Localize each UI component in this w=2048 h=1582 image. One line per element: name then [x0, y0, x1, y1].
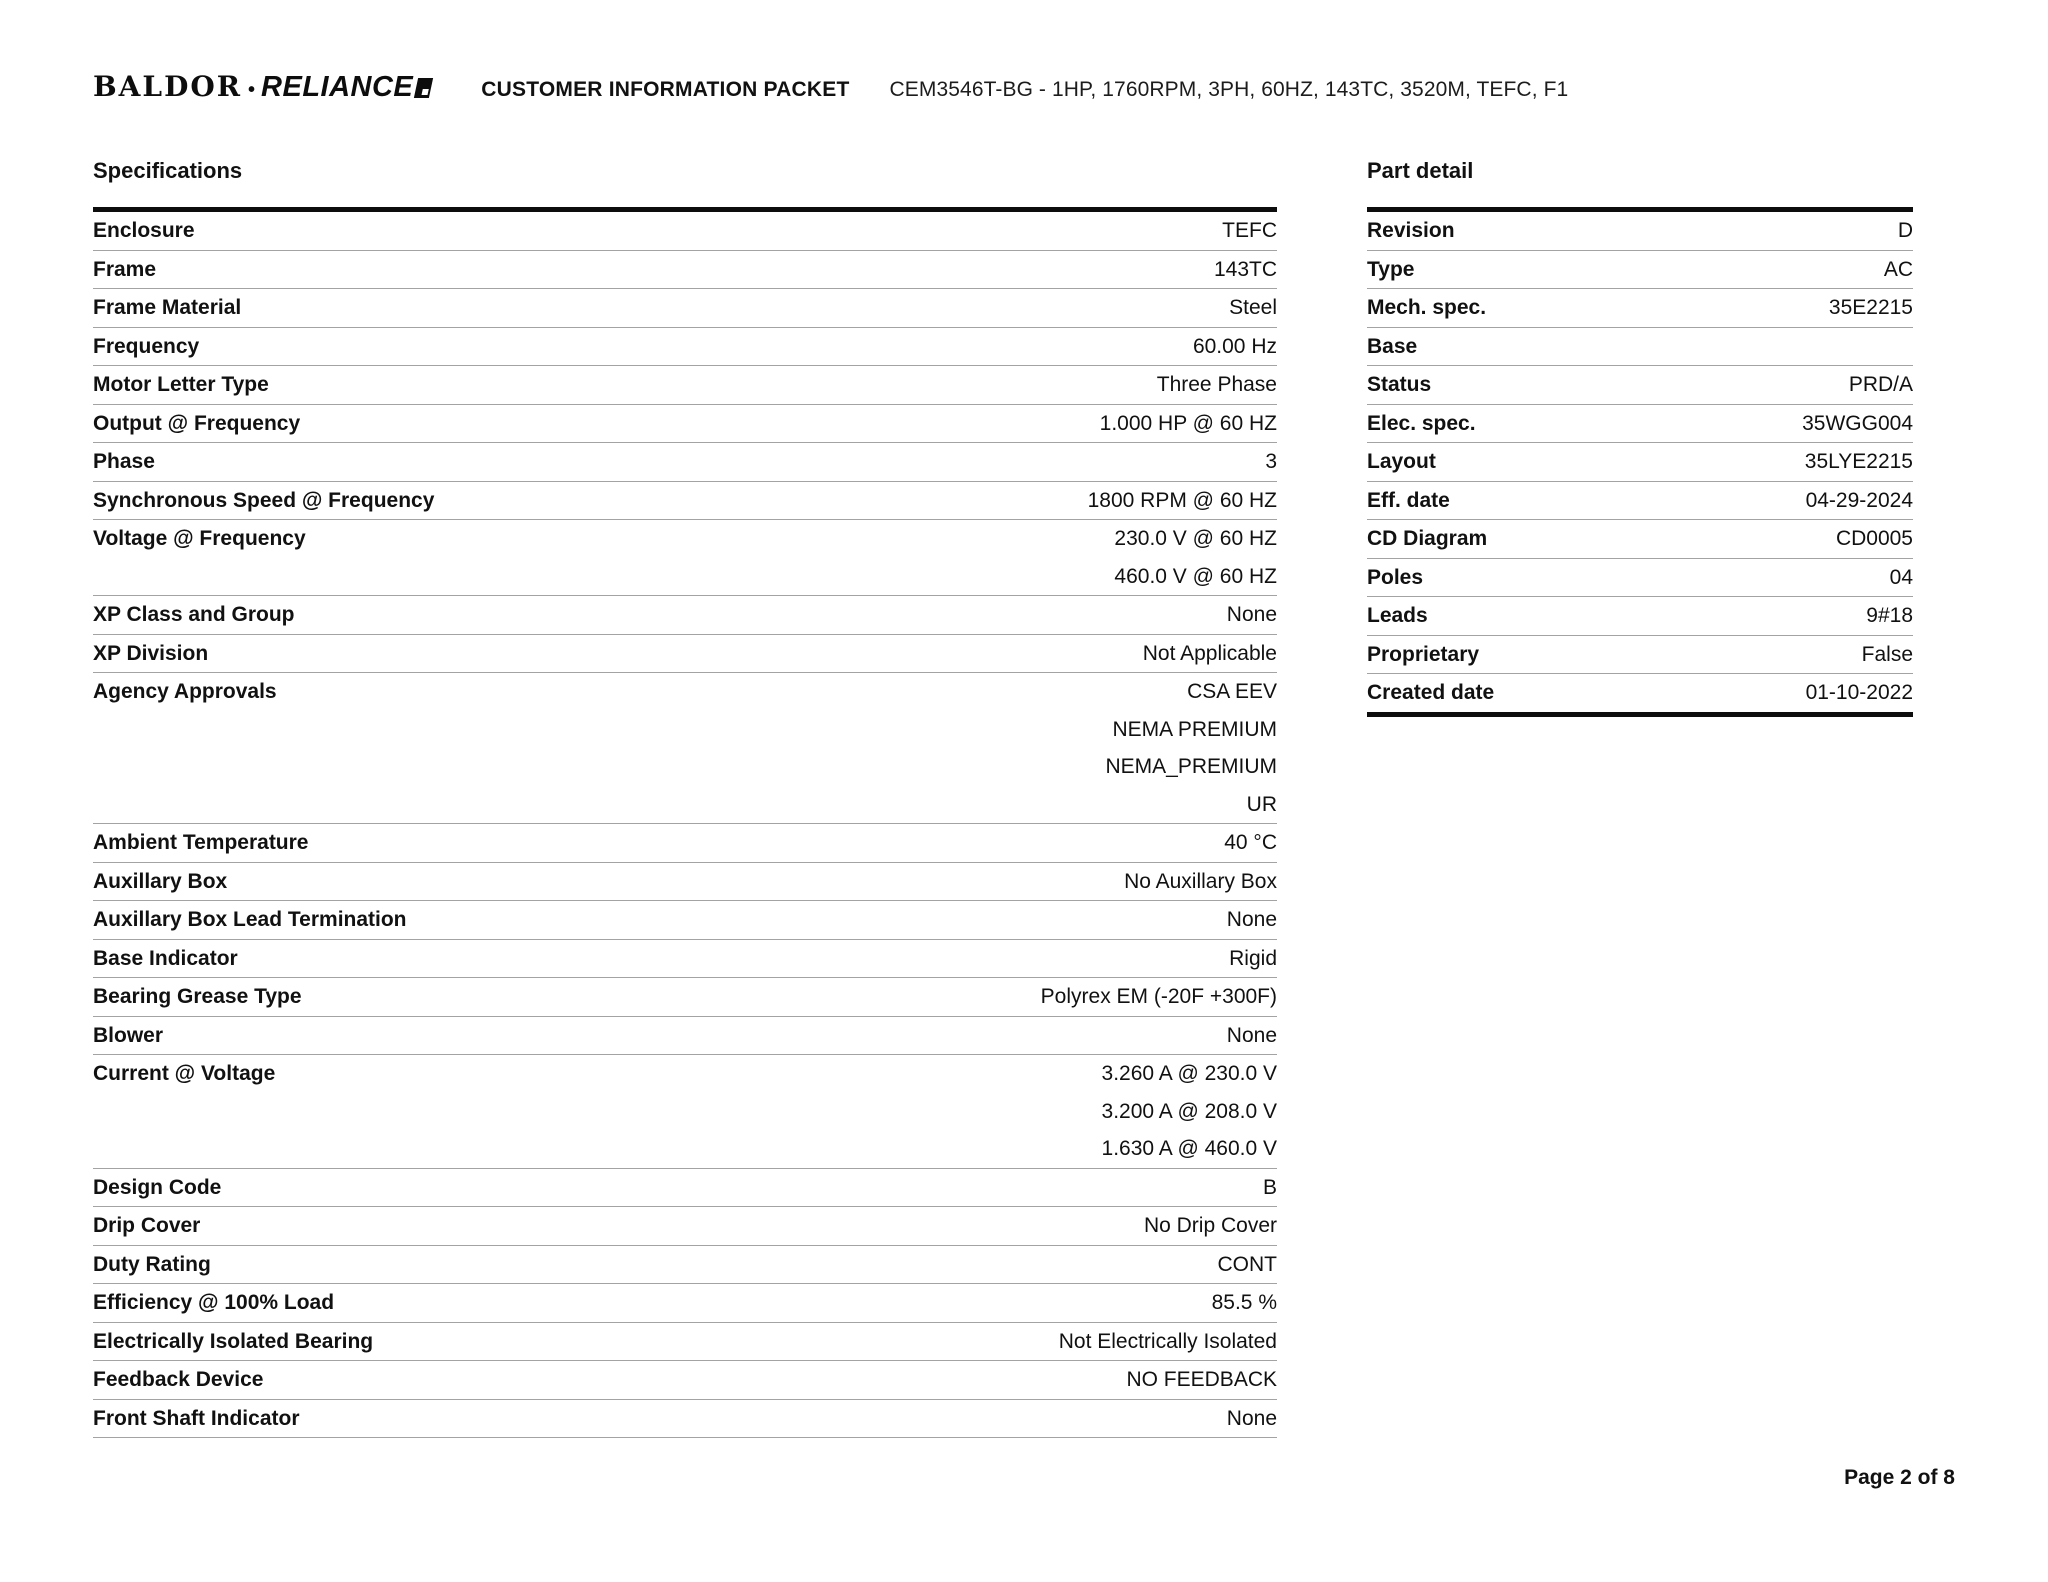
row-label: Status	[1367, 373, 1432, 396]
specification-row	[93, 482, 1277, 521]
row-value-line: 40 °C	[1224, 831, 1277, 854]
row-label: Base Indicator	[93, 946, 238, 970]
row-value-line: No Auxillary Box	[1124, 869, 1277, 893]
row-value	[289, 366, 1277, 404]
part-detail-row	[1367, 212, 1913, 251]
row-value	[1475, 212, 1913, 250]
part-detail-row	[1367, 636, 1913, 675]
brand-separator-dot: •	[248, 79, 256, 101]
row-value	[258, 940, 1277, 978]
specification-row	[93, 1400, 1277, 1439]
row-label: Poles	[1367, 565, 1424, 589]
part-detail-row	[1367, 405, 1913, 444]
part-detail-row	[1367, 251, 1913, 290]
row-value	[295, 1055, 1277, 1168]
row-value	[326, 520, 1277, 595]
row-value	[1499, 636, 1913, 674]
row-value-line: AC	[1883, 257, 1913, 281]
row-label: Layout	[1367, 450, 1436, 473]
row-value	[176, 251, 1277, 289]
row-label: Type	[1367, 257, 1415, 281]
row-value	[320, 1400, 1278, 1438]
row-label: Auxillary Box Lead Termination	[93, 908, 407, 931]
specification-row	[93, 1017, 1277, 1056]
row-value	[329, 824, 1278, 862]
row-label: Enclosure	[93, 219, 195, 242]
row-value-line: 3.200 A @ 208.0 V	[1101, 1099, 1277, 1123]
specification-row	[93, 1246, 1277, 1285]
row-label: Blower	[93, 1023, 164, 1047]
row-value	[283, 1361, 1277, 1399]
specification-row	[93, 366, 1277, 405]
part-detail-table	[1367, 207, 1913, 717]
part-detail-row	[1367, 443, 1913, 482]
specification-row	[93, 520, 1277, 596]
row-label: Frequency	[93, 334, 200, 358]
row-value	[1448, 597, 1913, 635]
row-label: Efficiency @ 100% Load	[93, 1291, 335, 1314]
row-value-line: D	[1897, 219, 1913, 242]
row-label: Revision	[1367, 219, 1455, 242]
row-value	[454, 482, 1277, 520]
specification-row	[93, 1284, 1277, 1323]
row-value	[219, 328, 1277, 366]
specification-row	[93, 1323, 1277, 1362]
row-value-line: Three Phase	[1156, 373, 1277, 396]
row-label: XP Division	[93, 641, 209, 665]
specification-row	[93, 289, 1277, 328]
part-detail-row	[1367, 289, 1913, 328]
specification-row	[93, 1361, 1277, 1400]
row-label: Design Code	[93, 1175, 222, 1199]
row-value-line	[1437, 328, 1913, 366]
row-value-line: NEMA_PREMIUM	[1105, 755, 1277, 778]
row-label: Synchronous Speed @ Frequency	[93, 488, 435, 512]
specification-row	[93, 328, 1277, 367]
row-value-line: 1800 RPM @ 60 HZ	[1087, 488, 1277, 512]
specification-row	[93, 212, 1277, 251]
row-value-line: 3	[1265, 450, 1277, 473]
specifications-title: Specifications	[93, 158, 243, 183]
row-value	[175, 443, 1277, 481]
row-value	[220, 1207, 1277, 1245]
row-label: Elec. spec.	[1367, 411, 1476, 435]
part-detail-row	[1367, 597, 1913, 636]
row-label: XP Class and Group	[93, 603, 295, 626]
row-label: Duty Rating	[93, 1252, 211, 1276]
row-value-line: PRD/A	[1848, 373, 1913, 396]
row-value-line: 04	[1889, 565, 1913, 589]
part-detail-title: Part detail	[1367, 158, 1474, 183]
row-value-line: 230.0 V @ 60 HZ	[1114, 527, 1277, 550]
row-value	[241, 1169, 1277, 1207]
row-value-line: Not Applicable	[1142, 641, 1277, 665]
row-label: Frame Material	[93, 296, 242, 319]
row-value-line: 35WGG004	[1802, 411, 1913, 435]
row-label: Voltage @ Frequency	[93, 527, 306, 550]
row-value-line: 3.260 A @ 230.0 V	[1101, 1062, 1277, 1085]
specification-row	[93, 824, 1277, 863]
row-value	[228, 635, 1277, 673]
row-value	[320, 405, 1277, 443]
row-value	[1514, 674, 1913, 712]
row-label: CD Diagram	[1367, 527, 1488, 550]
registered-trademark-icon	[414, 78, 433, 98]
document-title: CUSTOMER INFORMATION PACKET	[481, 78, 850, 101]
row-value	[183, 1017, 1277, 1055]
row-value-line: False	[1861, 642, 1913, 666]
row-value-line: CD0005	[1835, 527, 1913, 550]
row-value-line: None	[1226, 603, 1277, 626]
row-value	[1496, 405, 1913, 443]
row-value	[215, 212, 1277, 250]
row-label: Created date	[1367, 681, 1495, 704]
row-value	[261, 289, 1277, 327]
row-label: Feedback Device	[93, 1368, 264, 1391]
row-value-line: 60.00 Hz	[1192, 334, 1277, 358]
specifications-section	[93, 157, 1277, 1438]
part-detail-section	[1367, 157, 1913, 717]
row-value-line: Steel	[1229, 296, 1277, 319]
specifications-table	[93, 207, 1277, 1438]
row-value	[393, 1323, 1277, 1361]
row-value-line: NO FEEDBACK	[1126, 1368, 1277, 1391]
part-detail-row	[1367, 366, 1913, 405]
row-value	[427, 901, 1277, 939]
row-value	[1507, 520, 1913, 558]
row-value-line: Not Electrically Isolated	[1058, 1329, 1277, 1353]
row-value-line: 01-10-2022	[1805, 681, 1913, 704]
row-value-line: NEMA PREMIUM	[1112, 717, 1277, 741]
row-value	[1437, 328, 1913, 366]
row-value	[315, 596, 1278, 634]
row-value-line: 35LYE2215	[1804, 450, 1913, 473]
specification-row	[93, 978, 1277, 1017]
specification-row	[93, 1169, 1277, 1208]
row-label: Output @ Frequency	[93, 411, 301, 435]
part-detail-row	[1367, 328, 1913, 367]
row-value-line: None	[1226, 1023, 1277, 1047]
row-value-line: 9#18	[1866, 604, 1913, 627]
specification-row	[93, 635, 1277, 674]
row-label: Bearing Grease Type	[93, 985, 302, 1008]
brand-logo	[93, 70, 431, 104]
row-value-line: TEFC	[1222, 219, 1277, 242]
part-detail-row	[1367, 520, 1913, 559]
row-value	[1456, 443, 1913, 481]
page-header	[93, 70, 1568, 104]
specification-row	[93, 673, 1277, 824]
row-value-line: No Drip Cover	[1143, 1214, 1277, 1237]
row-value-line: 85.5 %	[1211, 1291, 1277, 1314]
row-label: Ambient Temperature	[93, 831, 309, 854]
row-value-line: None	[1226, 1406, 1277, 1430]
row-value-line: CSA EEV	[1187, 680, 1277, 703]
row-label: Base	[1367, 334, 1418, 358]
row-value	[354, 1284, 1277, 1322]
row-value	[1470, 482, 1913, 520]
specification-row	[93, 443, 1277, 482]
part-detail-row	[1367, 674, 1913, 712]
row-label: Eff. date	[1367, 488, 1450, 512]
row-value	[1443, 559, 1913, 597]
row-label: Leads	[1367, 604, 1428, 627]
row-label: Mech. spec.	[1367, 296, 1487, 319]
row-label: Front Shaft Indicator	[93, 1406, 300, 1430]
brand-baldor: BALDOR	[93, 70, 243, 103]
row-label: Current @ Voltage	[93, 1062, 276, 1085]
page-number: Page 2 of 8	[1844, 1466, 1955, 1489]
row-label: Agency Approvals	[93, 680, 277, 703]
row-value	[1451, 366, 1913, 404]
row-value-line: 04-29-2024	[1805, 488, 1913, 512]
row-label: Proprietary	[1367, 642, 1480, 666]
row-value	[231, 1246, 1277, 1284]
row-value-line: 35E2215	[1828, 296, 1913, 319]
row-value	[247, 863, 1277, 901]
row-value-line: None	[1226, 908, 1277, 931]
specification-row	[93, 596, 1277, 635]
row-value-line: UR	[1246, 792, 1277, 816]
specification-row	[93, 1055, 1277, 1169]
product-code: CEM3546T-BG - 1HP, 1760RPM, 3PH, 60HZ, 143TC, 3520M, TEFC, F1	[889, 78, 1569, 101]
specification-row	[93, 940, 1277, 979]
row-value	[297, 673, 1277, 823]
specification-row	[93, 1207, 1277, 1246]
specification-row	[93, 251, 1277, 290]
row-label: Electrically Isolated Bearing	[93, 1329, 374, 1353]
row-label: Frame	[93, 257, 157, 281]
brand-reliance: RELIANCE	[261, 71, 414, 103]
row-value-line: 460.0 V @ 60 HZ	[1114, 564, 1277, 588]
row-label: Motor Letter Type	[93, 373, 269, 396]
row-value	[1434, 251, 1913, 289]
specification-row	[93, 405, 1277, 444]
row-value	[322, 978, 1277, 1016]
row-label: Phase	[93, 450, 155, 473]
part-detail-row	[1367, 559, 1913, 598]
row-value-line: 1.630 A @ 460.0 V	[1101, 1137, 1277, 1160]
part-detail-row	[1367, 482, 1913, 521]
row-value	[1506, 289, 1913, 327]
row-value-line: CONT	[1217, 1252, 1277, 1276]
specification-row	[93, 863, 1277, 902]
specification-row	[93, 901, 1277, 940]
row-value-line: Rigid	[1229, 946, 1277, 970]
row-label: Drip Cover	[93, 1214, 201, 1237]
row-value-line: Polyrex EM (-20F +300F)	[1040, 985, 1277, 1008]
row-value-line: B	[1262, 1175, 1277, 1199]
row-value-line: 143TC	[1213, 257, 1277, 281]
row-label: Auxillary Box	[93, 869, 228, 893]
row-value-line: 1.000 HP @ 60 HZ	[1099, 411, 1277, 435]
